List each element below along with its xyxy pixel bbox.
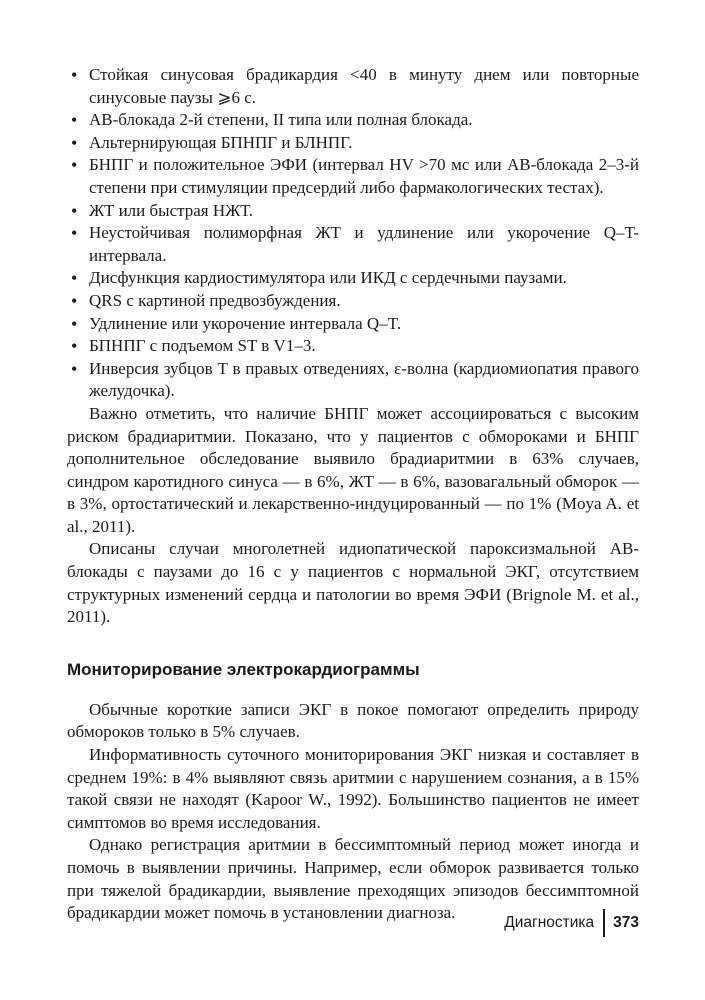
section-heading: Мониторирование электрокардиограммы — [67, 659, 420, 679]
list-item: • Стойкая синусовая брадикардия <40 в минуту днем или повторные синусовые паузы ⩾6 с. — [67, 64, 639, 109]
list-item: • АВ-блокада 2-й степени, II типа или полная блокада. — [67, 109, 639, 132]
list-item: • Удлинение или укорочение интервала Q–T. — [67, 313, 639, 336]
page-content — [67, 64, 639, 925]
paragraph: Однако регистрация аритмии в бессимптомный период может иногда и помочь в выявлении причины. Например, если обморок развивается только при тяжелой брадикардии, выявление преходящих эпизодов бессимптомной брадикардии может помочь в установлении диагноза. — [67, 835, 639, 923]
list-item: • Инверсия зубцов T в правых отведениях, ε-волна (кардиомиопатия правого желудочка). — [67, 358, 639, 403]
paragraph: Обычные короткие записи ЭКГ в покое помогают определить природу обмороков только в 5% случаев. — [67, 699, 639, 742]
paragraph: Информативность суточного мониторирования ЭКГ низкая и составляет в среднем 19%: в 4% выявляют связь аритмии с нарушением сознания, а в 15% такой связи не находят (Kapoor W., 1992). Большинство пациентов не имеет симптомов во время исследования. — [67, 745, 639, 832]
criteria-list — [67, 64, 639, 403]
list-item: • ЖТ или быстрая НЖТ. — [67, 200, 639, 223]
list-item: • БНПГ и положительное ЭФИ (интервал HV >70 мс или АВ-блокада 2–3-й степени при стимуляции предсердий либо фармакологических тестах). — [67, 154, 639, 199]
list-item: • БПНПГ с подъемом ST в V1–3. — [67, 335, 639, 358]
list-item: • QRS с картиной предвозбуждения. — [67, 290, 639, 313]
paragraph: Описаны случаи многолетней идиопатической пароксизмальной АВ-блокады с паузами до 16 с у пациентов с нормальной ЭКГ, отсутствием структурных изменений сердца и патологии во время ЭФИ (Brignole M. et al., 2011). — [67, 539, 639, 627]
page-footer — [504, 909, 639, 937]
list-item: • Дисфункция кардиостимулятора или ИКД с сердечными паузами. — [67, 267, 639, 290]
paragraph: Важно отметить, что наличие БНПГ может ассоциироваться с высоким риском брадиаритмии. Показано, что у пациентов с обмороками и БНПГ дополнительное обследование выявило брадиаритмии в 63% случаев, синдром каротидного синуса — в 6%, ЖТ — в 6%, вазовагальный обморок — в 3%, ортостатический и лекарственно-индуцированный — по 1% (Moya A. et al., 2011). — [67, 403, 639, 536]
list-item: • Неустойчивая полиморфная ЖТ и удлинение или укорочение Q–T-интервала. — [67, 222, 639, 267]
list-item: • Альтернирующая БПНПГ и БЛНПГ. — [67, 132, 639, 155]
page-number: 373 — [613, 914, 639, 931]
running-footer-section: Диагностика — [504, 914, 595, 931]
